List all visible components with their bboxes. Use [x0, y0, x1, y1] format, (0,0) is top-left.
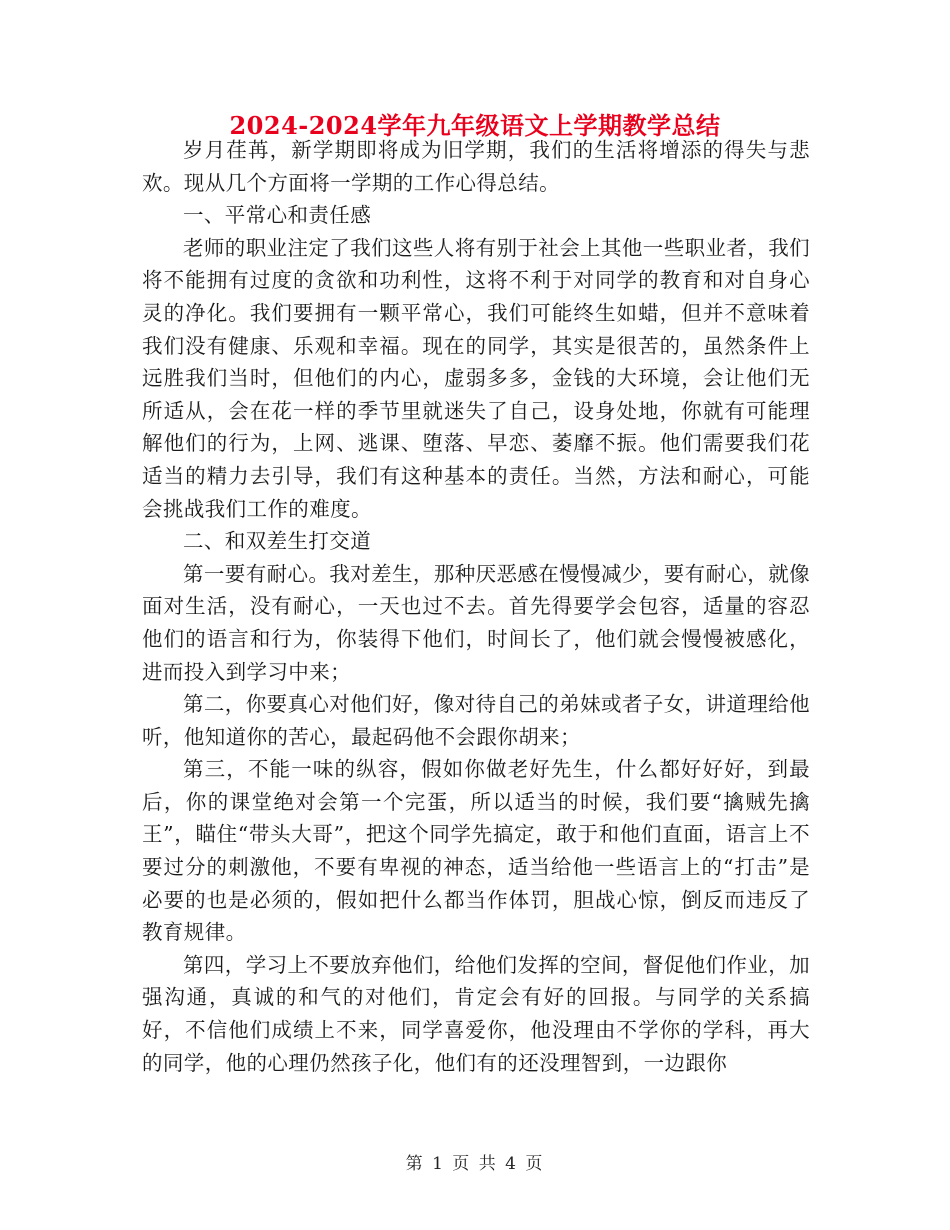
paragraph-section-1: 老师的职业注定了我们这些人将有别于社会上其他一些职业者，我们将不能拥有过度的贪欲和功利性，这将不利于对同学的教育和对自身心灵的净化。我们要拥有一颗平常心，我们可能终生如蜡，但并不意味着我们没有健康、乐观和幸福。现在的同学，其实是很苦的，虽然条件上远胜我们当时，但他们的内心，虚弱多多，金钱的大环境，会让他们无所适从，会在花一样的季节里就迷失了自己，设身处地，你就有可能理解他们的行为，上网、逃课、堕落、早恋、萎靡不振。他们需要我们花适当的精力去引导，我们有这种基本的责任。当然，方法和耐心，可能会挑战我们工作的难度。: [142, 235, 810, 521]
document-title: 2024-2024学年九年级语文上学期教学总结: [229, 111, 721, 140]
document-body: [142, 134, 810, 1079]
page-number-footer: 第 1 页 共 4 页: [405, 1154, 545, 1174]
paragraph-point-4: 第四，学习上不要放弃他们，给他们发挥的空间，督促他们作业，加强沟通，真诚的和气的对他们，肯定会有好的回报。与同学的关系搞好，不信他们成绩上不来，同学喜爱你，他没理由不学你的学科，再大的同学，他的心理仍然孩子化，他们有的还没理智到，一边跟你: [142, 952, 810, 1075]
section-heading-1: 一、平常心和责任感: [183, 203, 372, 228]
section-heading-2: 二、和双差生打交道: [183, 529, 372, 554]
paragraph-intro: 岁月荏苒，新学期即将成为旧学期，我们的生活将增添的得失与悲欢。现从几个方面将一学期的工作心得总结。: [142, 138, 810, 195]
paragraph-point-2: 第二，你要真心对他们好，像对待自己的弟妹或者子女，讲道理给他听，他知道你的苦心，最起码他不会跟你胡来；: [142, 692, 810, 749]
paragraph-point-1: 第一要有耐心。我对差生，那种厌恶感在慢慢减少，要有耐心，就像面对生活，没有耐心，一天也过不去。首先得要学会包容，适量的容忍他们的语言和行为，你装得下他们，时间长了，他们就会慢慢被感化，进而投入到学习中来；: [142, 561, 810, 684]
paragraph-point-3: 第三，不能一味的纵容，假如你做老好先生，什么都好好好，到最后，你的课堂绝对会第一个完蛋，所以适当的时候，我们要“擒贼先擒王”，瞄住“带头大哥”，把这个同学先搞定，敢于和他们直面，语言上不要过分的刺激他，不要有卑视的神态，适当给他一些语言上的“打击”是必要的也是必须的，假如把什么都当作体罚，胆战心惊，倒反而违反了教育规律。: [142, 757, 810, 945]
